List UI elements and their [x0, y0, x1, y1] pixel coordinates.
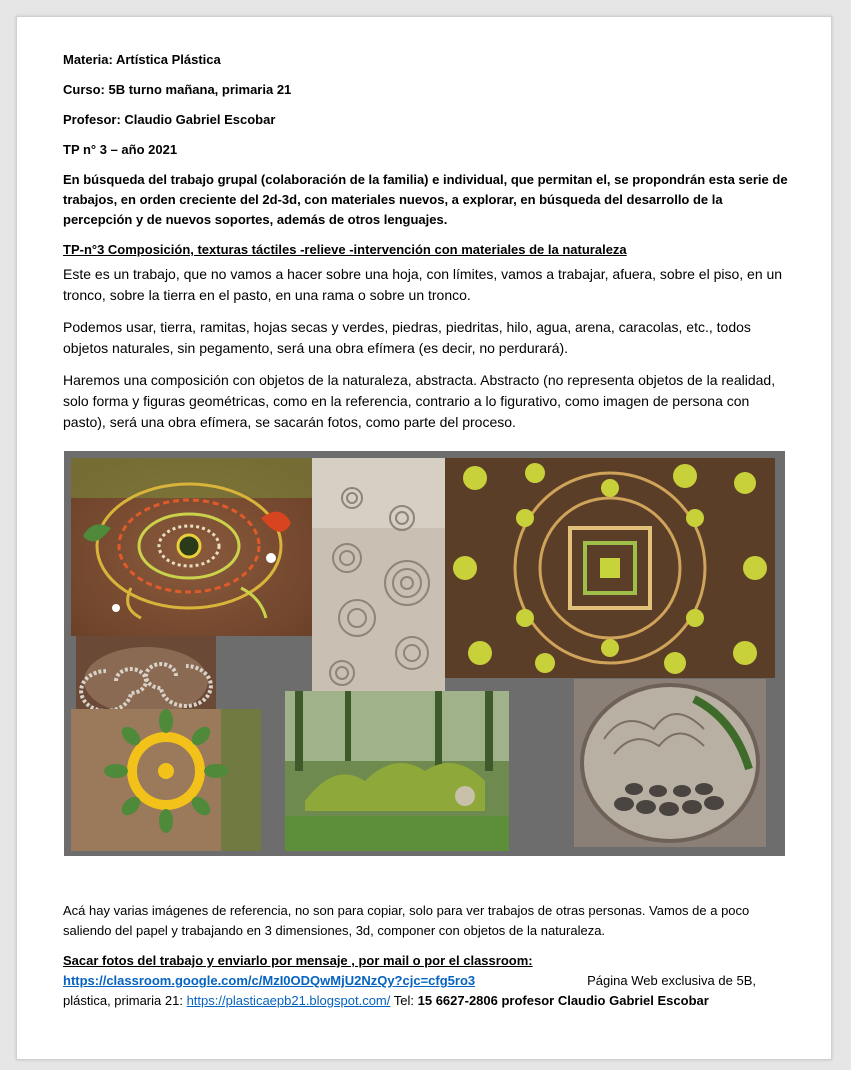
teacher-line: Profesor: Claudio Gabriel Escobar — [63, 112, 276, 127]
reference-note: Acá hay varias imágenes de referencia, no son para copiar, solo para ver trabajos de otras personas. Vamos de a poco saliendo del papel y trabajando en 3 dimensiones, 3d, componer con objetos de la naturaleza. — [63, 903, 750, 938]
grass-figure-photo — [285, 691, 509, 851]
sand-spirals-photo — [312, 458, 445, 698]
body-paragraph-3: Haremos una composición con objetos de la naturaleza, abstracta. Abstracto (no representa objetos de la realidad, solo forma y figuras geométricas, como en la referencia, contrario a lo figurativo, como imagen de persona con pasto), será una obra efímera, se sacarán fotos, como parte del proceso. — [63, 372, 776, 430]
flower-leaves-photo — [71, 709, 261, 851]
reference-image-collage — [64, 451, 785, 856]
body-paragraph-1: Este es un trabajo, que no vamos a hacer sobre una hoja, con límites, vamos a trabajar, afuera, sobre el piso, en un tronco, sobre la tierra en el pasto, en una rama o sobre un tronco. — [63, 266, 783, 303]
sand-stone-circle-photo — [574, 679, 766, 847]
tel-label: Tel: — [393, 993, 414, 1008]
classroom-link[interactable]: https://classroom.google.com/c/MzI0ODQwMjU2NzQy?cjc=cfg5ro3 — [63, 973, 476, 988]
document-body — [63, 50, 788, 444]
subject-line: Materia: Artística Plástica — [63, 52, 221, 67]
blog-link[interactable]: https://plasticaepb21.blogspot.com/ — [186, 993, 391, 1008]
body-paragraph-2: Podemos usar, tierra, ramitas, hojas secas y verdes, piedras, piedritas, hilo, agua, arena, caracolas, etc., todos objetos naturales, sin pegamento, será una obra efímera (es decir, no perdurará). — [63, 319, 751, 356]
submission-info — [63, 951, 788, 1011]
document-page — [16, 16, 832, 1060]
leaf-mandala-photo — [71, 458, 312, 636]
square-leaf-mandala-photo — [445, 458, 775, 678]
course-line: Curso: 5B turno mañana, primaria 21 — [63, 82, 292, 97]
document-footer — [63, 901, 788, 1017]
web-label: Página Web exclusiva de 5B, plástica, primaria 21: — [63, 973, 756, 1008]
assignment-title: TP-n°3 Composición, texturas táctiles -relieve -intervención con materiales de la naturaleza — [63, 242, 627, 257]
tel-contact: 15 6627-2806 profesor Claudio Gabriel Escobar — [417, 993, 709, 1008]
intro-paragraph: En búsqueda del trabajo grupal (colaboración de la familia) e individual, que permitan el, se propondrán esta serie de trabajos, en orden creciente del 2d-3d, con materiales nuevos, a explorar, en búsqueda del desarrollo de la percepción y de nuevos soportes, además de otros lenguajes. — [63, 172, 788, 227]
assignment-number: TP n° 3 – año 2021 — [63, 142, 178, 157]
send-heading: Sacar fotos del trabajo y enviarlo por mensaje , por mail o por el classroom: — [63, 953, 533, 968]
